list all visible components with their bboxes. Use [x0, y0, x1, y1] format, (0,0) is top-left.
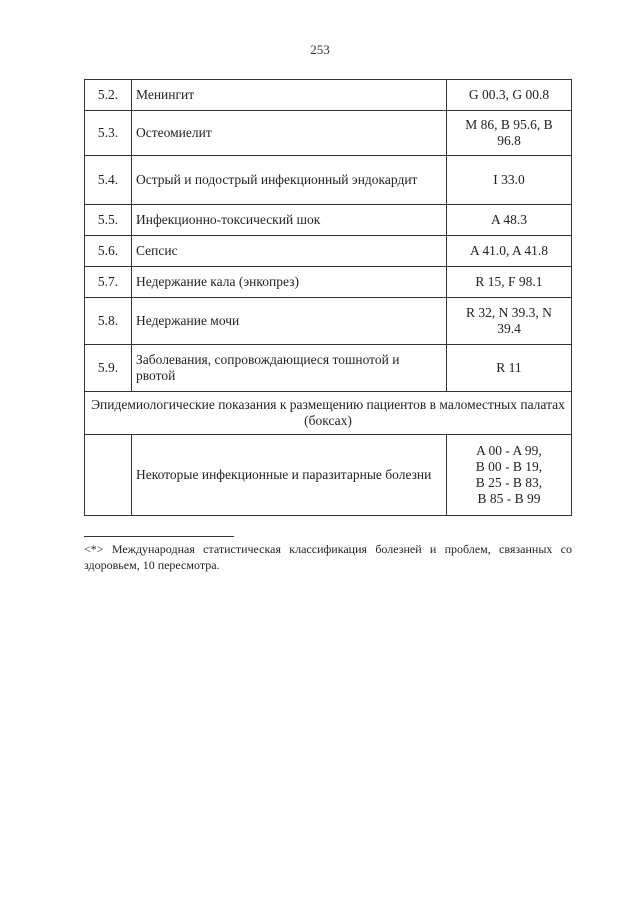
page-number: 253 — [310, 42, 330, 57]
table-row — [85, 205, 572, 236]
disease-name: Менингит — [132, 80, 447, 111]
icd-code — [447, 267, 572, 298]
icd-code-line: R 11 — [496, 360, 522, 375]
icd-code — [447, 345, 572, 392]
disease-name: Заболевания, сопровождающиеся тошнотой и рвотой — [132, 345, 447, 392]
icd-code — [447, 435, 572, 516]
table-row — [85, 80, 572, 111]
icd-code — [447, 236, 572, 267]
icd-code-line: A 41.0, A 41.8 — [469, 243, 548, 258]
disease-name: Недержание кала (энкопрез) — [132, 267, 447, 298]
icd-code-line: B 85 - B 99 — [477, 491, 541, 506]
disease-name: Острый и подострый инфекционный эндокардит — [132, 156, 447, 205]
icd-code-line: R 32, N 39.3, N — [466, 305, 552, 320]
row-number: 5.7. — [85, 267, 132, 298]
disease-name: Инфекционно-токсический шок — [132, 205, 447, 236]
icd-code-line: 39.4 — [497, 321, 521, 336]
disease-name: Недержание мочи — [132, 298, 447, 345]
table-row — [85, 298, 572, 345]
icd-code — [447, 205, 572, 236]
icd-code-line: M 86, B 95.6, B — [465, 117, 553, 132]
row-number: 5.8. — [85, 298, 132, 345]
disease-name: Сепсис — [132, 236, 447, 267]
icd-code-line: A 00 - A 99, — [476, 443, 542, 458]
footnote-divider — [84, 536, 234, 537]
table-row — [85, 345, 572, 392]
row-number: 5.4. — [85, 156, 132, 205]
row-number: 5.6. — [85, 236, 132, 267]
icd-code-line: G 00.3, G 00.8 — [468, 87, 550, 102]
diagnosis-table — [84, 79, 572, 516]
icd-code — [447, 156, 572, 205]
section-heading-row — [85, 392, 572, 435]
row-number: 5.3. — [85, 111, 132, 156]
row-number — [85, 435, 132, 516]
icd-code-line: R 15, F 98.1 — [475, 274, 543, 289]
row-number: 5.9. — [85, 345, 132, 392]
table-row — [85, 236, 572, 267]
table-row — [85, 267, 572, 298]
disease-name: Остеомиелит — [132, 111, 447, 156]
icd-code — [447, 80, 572, 111]
row-number: 5.2. — [85, 80, 132, 111]
icd-code-line: 96.8 — [497, 133, 521, 148]
icd-code-line: B 25 - B 83, — [475, 475, 543, 490]
icd-code-line: A 48.3 — [490, 212, 527, 227]
table-row — [85, 156, 572, 205]
icd-code — [447, 298, 572, 345]
icd-code-line: I 33.0 — [493, 172, 525, 187]
footnote: <*> Международная статистическая классификация болезней и проблем, связанных со здоровьем, 10 пересмотра. — [84, 542, 572, 572]
disease-name: Некоторые инфекционные и паразитарные болезни — [132, 435, 447, 516]
table-row — [85, 435, 572, 516]
section-heading: Эпидемиологические показания к размещению пациентов в маломестных палатах (боксах) — [85, 392, 572, 435]
row-number: 5.5. — [85, 205, 132, 236]
icd-code-line: B 00 - B 19, — [475, 459, 543, 474]
icd-code — [447, 111, 572, 156]
table-row — [85, 111, 572, 156]
